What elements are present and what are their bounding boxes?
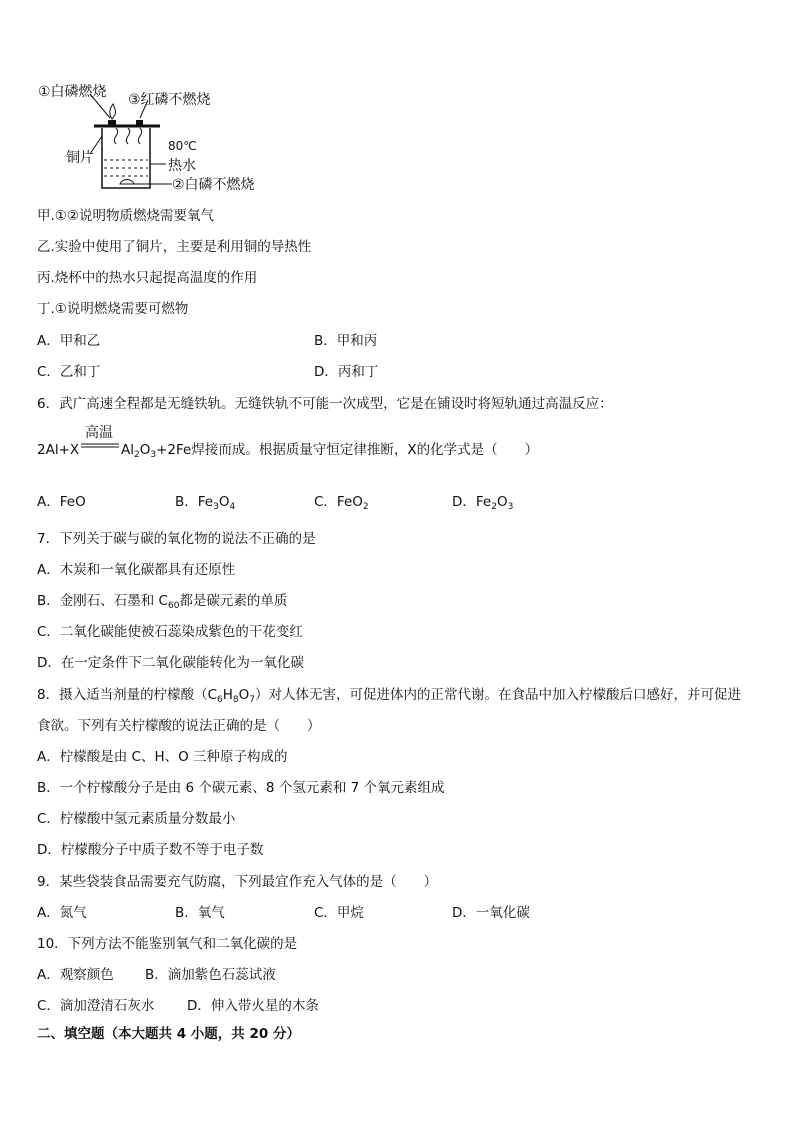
label-white-phosphorus-burns: ①白磷燃烧 bbox=[38, 84, 107, 100]
q7-b-pre: B．金刚石、石墨和 C bbox=[37, 593, 168, 609]
eq-o: O bbox=[139, 442, 151, 458]
q8-f-o: O bbox=[238, 687, 250, 703]
q8-f-h-sub: 8 bbox=[232, 695, 239, 705]
statement-ding: 丁.①说明燃烧需要可燃物 bbox=[37, 301, 189, 317]
eq-al: Al bbox=[121, 442, 134, 458]
section-2-heading: 二、填空题（本大题共 4 小题，共 20 分） bbox=[37, 1026, 300, 1042]
eq-products bbox=[121, 442, 538, 463]
label-copper-plate: 铜片 bbox=[66, 150, 94, 166]
q6-option-d[interactable] bbox=[452, 494, 513, 515]
q10-option-c[interactable]: C．滴加澄清石灰水 bbox=[37, 998, 155, 1014]
q7-b-post: 都是碳元素的单质 bbox=[179, 593, 288, 609]
label-red-phosphorus-no-burn: ③红磷不燃烧 bbox=[128, 92, 211, 108]
label-white-phosphorus-in-water: ②白磷不燃烧 bbox=[172, 177, 255, 193]
q8-stem-line2: 食欲。下列有关柠檬酸的说法正确的是（ ） bbox=[37, 718, 321, 734]
q6-d-pre: D．Fe bbox=[452, 494, 492, 510]
statement-yi: 乙.实验中使用了铜片，主要是利用铜的导热性 bbox=[37, 239, 312, 255]
q8-stem-post: ）对人体无害，可促进体内的正常代谢。在食品中加入柠檬酸后口感好，并可促进 bbox=[255, 687, 742, 703]
q7-b-sub: 60 bbox=[167, 601, 180, 611]
q7-stem: 7．下列关于碳与碳的氧化物的说法不正确的是 bbox=[37, 531, 316, 547]
q7-option-b[interactable] bbox=[37, 593, 287, 614]
q6-d-mid: O bbox=[496, 494, 508, 510]
q9-option-b[interactable]: B．氧气 bbox=[175, 905, 225, 921]
q9-option-a[interactable]: A．氮气 bbox=[37, 905, 87, 921]
q8-option-d[interactable]: D．柠檬酸分子中质子数不等于电子数 bbox=[37, 842, 264, 858]
eq-o-sub: 3 bbox=[150, 450, 157, 460]
q7-option-d[interactable]: D．在一定条件下二氧化碳能转化为一氧化碳 bbox=[37, 655, 304, 671]
q8-stem-line1 bbox=[37, 687, 741, 708]
q6-option-c[interactable] bbox=[314, 494, 369, 515]
q8-f-c: 6 bbox=[217, 695, 223, 705]
q10-option-b[interactable]: B．滴加紫色石蕊试液 bbox=[145, 967, 276, 983]
q6-stem: 6．武广高速全程都是无缝铁轨。无缝铁轨不可能一次成型，它是在铺设时将短轨通过高温反应： bbox=[37, 396, 613, 412]
q9-option-c[interactable]: C．甲烷 bbox=[314, 905, 364, 921]
q6-d-sub2: 3 bbox=[507, 502, 514, 512]
q8-option-c[interactable]: C．柠檬酸中氢元素质量分数最小 bbox=[37, 811, 236, 827]
q9-stem: 9．某些袋装食品需要充气防腐，下列最宜作充入气体的是（ ） bbox=[37, 874, 438, 890]
q6-d-sub1: 2 bbox=[491, 502, 497, 512]
q6-option-a[interactable]: A．FeO bbox=[37, 494, 86, 510]
eq-reactants: 2Al+X bbox=[37, 442, 80, 458]
q5-option-b[interactable]: B．甲和丙 bbox=[314, 333, 378, 349]
q8-option-b[interactable]: B．一个柠檬酸分子是由 6 个碳元素、8 个氢元素和 7 个氧元素组成 bbox=[37, 780, 445, 796]
eq-tail: 焊接而成。根据质量守恒定律推断，X的化学式是（ ） bbox=[191, 442, 539, 458]
q5-option-a[interactable]: A．甲和乙 bbox=[37, 333, 101, 349]
label-hot-water: 热水 bbox=[168, 158, 196, 174]
q10-option-d[interactable]: D．伸入带火星的木条 bbox=[187, 998, 319, 1014]
q10-option-a[interactable]: A．观察颜色 bbox=[37, 967, 114, 983]
eq-condition: 高温 bbox=[85, 425, 113, 441]
q10-stem: 10．下列方法不能鉴别氧气和二氧化碳的是 bbox=[37, 936, 298, 952]
eq-al-sub: 2 bbox=[134, 450, 140, 460]
q7-option-a[interactable]: A．木炭和一氧化碳都具有还原性 bbox=[37, 562, 236, 578]
q6-b-sub1: 3 bbox=[213, 502, 219, 512]
eq-arrow bbox=[81, 443, 119, 449]
label-temperature: 80℃ bbox=[168, 139, 197, 153]
q6-option-b[interactable] bbox=[175, 494, 235, 515]
q6-b-sub2: 4 bbox=[229, 502, 236, 512]
combustion-experiment-diagram bbox=[30, 80, 270, 200]
eq-fe: +2Fe bbox=[156, 442, 192, 458]
q5-option-d[interactable]: D．丙和丁 bbox=[314, 364, 379, 380]
q6-b-pre: B．Fe bbox=[175, 494, 214, 510]
q8-stem-pre: 8．摄入适当剂量的柠檬酸（C bbox=[37, 687, 218, 703]
statement-bing: 丙.烧杯中的热水只起提高温度的作用 bbox=[37, 270, 258, 286]
q9-option-d[interactable]: D．一氧化碳 bbox=[452, 905, 530, 921]
q8-option-a[interactable]: A．柠檬酸是由 C、H、O 三种原子构成的 bbox=[37, 749, 288, 765]
q8-f-h: H bbox=[222, 687, 233, 703]
q7-option-c[interactable]: C．二氧化碳能使被石蕊染成紫色的干花变红 bbox=[37, 624, 303, 640]
q6-c-sub: 2 bbox=[362, 502, 369, 512]
statement-jia: 甲.①②说明物质燃烧需要氧气 bbox=[37, 208, 214, 224]
q8-f-o-sub: 7 bbox=[249, 695, 256, 705]
q6-c-pre: C．FeO bbox=[314, 494, 363, 510]
q6-equation bbox=[37, 425, 737, 465]
q5-option-c[interactable]: C．乙和丁 bbox=[37, 364, 101, 380]
q6-b-mid: O bbox=[218, 494, 230, 510]
